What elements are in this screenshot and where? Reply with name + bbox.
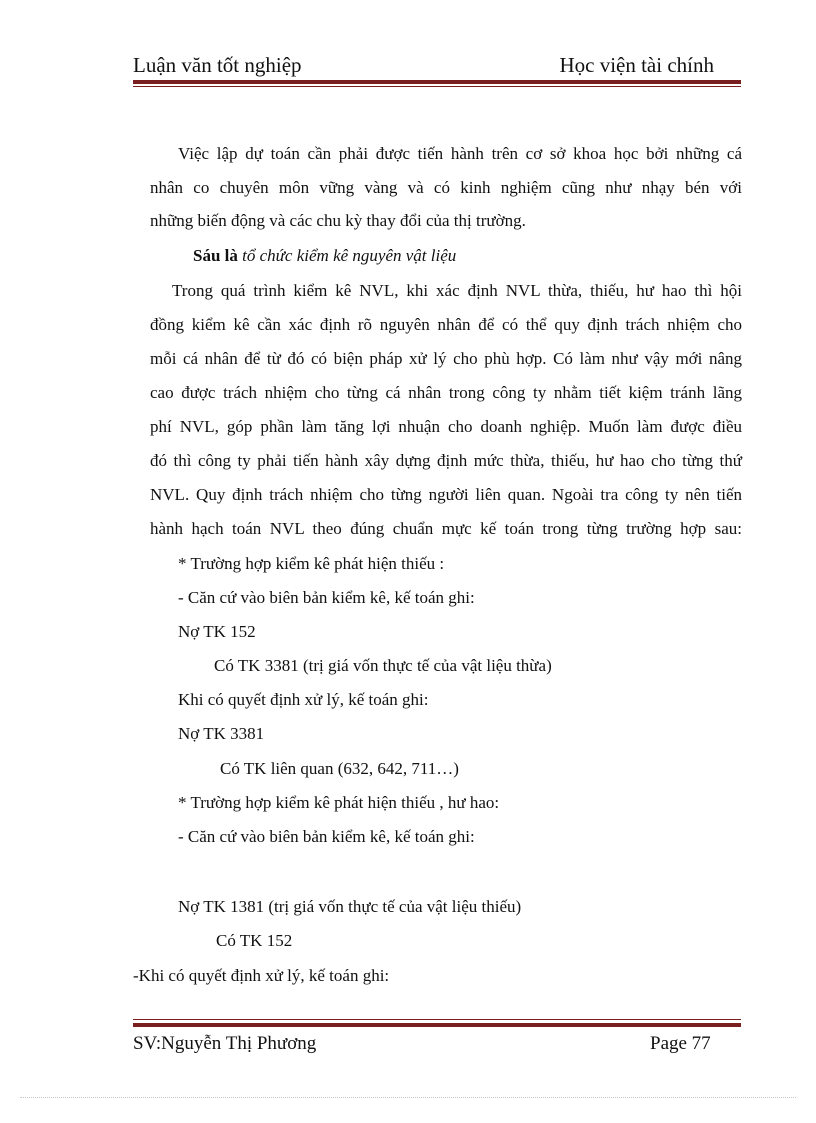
case-2-title: * Trường hợp kiểm kê phát hiện thiếu , hư hao: [178, 793, 500, 812]
paragraph-2-line-8: hành hạch toán NVL theo đúng chuẩn mực kế toán trong từng trường hợp sau: [150, 519, 742, 538]
case-2-basis: - Căn cứ vào biên bản kiểm kê, kế toán ghi: [178, 827, 475, 846]
case-1-decision: Khi có quyết định xử lý, kế toán ghi: [178, 690, 429, 709]
paragraph-1-line-1: Việc lập dự toán cần phải được tiến hành trên cơ sở khoa học bởi những cá [178, 144, 742, 163]
case-2-debit-entry: Nợ TK 1381 (trị giá vốn thực tế của vật liệu thiếu) [178, 897, 522, 916]
paragraph-2-line-5: phí NVL, góp phần làm tăng lợi nhuận cho doanh nghiệp. Muốn làm được điều [150, 417, 742, 436]
footer-page-number: Page 77 [650, 1033, 711, 1054]
header-rule-thick [133, 80, 741, 84]
case-1-debit-entry: Nợ TK 152 [178, 622, 256, 641]
paragraph-2-line-6: đó thì công ty phải tiến hành xây dựng định mức thừa, thiếu, hư hao cho từng thứ [150, 451, 742, 470]
paragraph-2-line-7: NVL. Quy định trách nhiệm cho từng người liên quan. Ngoài tra công ty nên tiến [150, 485, 742, 504]
case-1-title: * Trường hợp kiểm kê phát hiện thiếu : [178, 554, 445, 573]
header-institution: Học viện tài chính [559, 53, 714, 77]
paragraph-2-line-2: đồng kiểm kê cần xác định rõ nguyên nhân để có thể quy định trách nhiệm cho [150, 315, 742, 334]
footer-student-name: SV:Nguyễn Thị Phương [133, 1033, 317, 1054]
case-2-credit-entry: Có TK 152 [216, 931, 293, 950]
paragraph-2-line-3: mỗi cá nhân để từ đó có biện pháp xử lý cho phù hợp. Có làm như vậy mới nâng [150, 349, 742, 368]
case-1-credit-entry-2: Có TK liên quan (632, 642, 711…) [220, 759, 459, 778]
case-1-credit-entry: Có TK 3381 (trị giá vốn thực tế của vật liệu thừa) [214, 656, 552, 675]
page-header [133, 52, 714, 82]
paragraph-1-line-3: những biến động và các chu kỳ thay đổi của thị trường. [150, 211, 526, 230]
case-2-decision: -Khi có quyết định xử lý, kế toán ghi: [133, 966, 390, 985]
footer-rule-thin [133, 1019, 741, 1020]
paragraph-2-line-4: cao được trách nhiệm cho từng cá nhân trong công ty nhằm tiết kiệm tránh lãng [150, 383, 742, 402]
paragraph-1-line-2: nhân co chuyên môn vững vàng và có kinh nghiệm cũng như nhạy bén với [150, 178, 742, 197]
section-heading [193, 245, 456, 267]
header-thesis-title: Luận văn tốt nghiệp [133, 53, 302, 77]
case-1-basis: - Căn cứ vào biên bản kiểm kê, kế toán ghi: [178, 588, 475, 607]
section-heading-title: tổ chức kiểm kê nguyên vật liệu [242, 246, 457, 265]
section-heading-label: Sáu là [193, 246, 238, 265]
footer-rule-thick [133, 1023, 741, 1027]
paragraph-2-line-1: Trong quá trình kiểm kê NVL, khi xác định NVL thừa, thiếu, hư hao thì hội [172, 281, 742, 300]
header-rule-thin [133, 86, 741, 87]
case-1-debit-entry-2: Nợ TK 3381 [178, 724, 265, 743]
page-bottom-divider [20, 1097, 796, 1098]
